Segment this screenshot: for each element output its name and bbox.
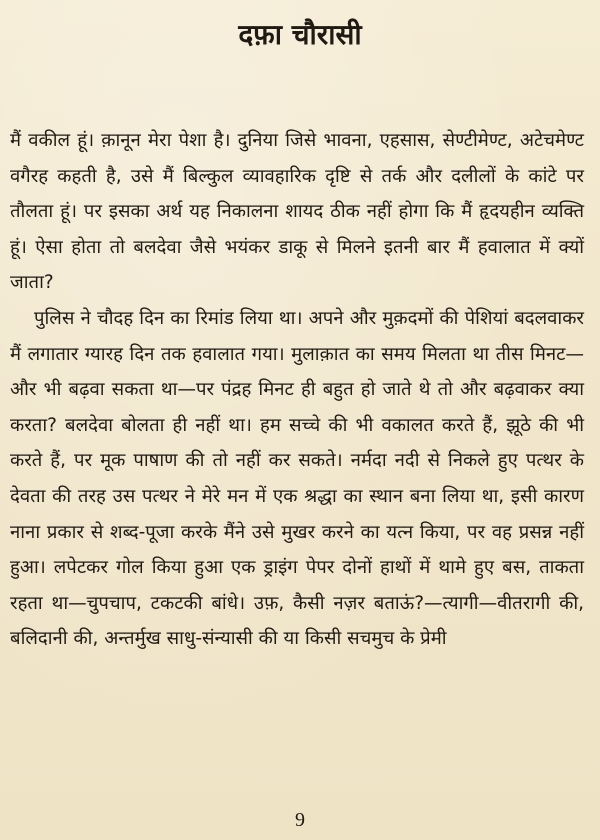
paragraph-2: पुलिस ने चौदह दिन का रिमांड लिया था। अपने और मुक़दमों की पेशियां बदलवाकर मैं लगातार ग्यारह दिन तक हवालात गया। मुलाक़ात का समय मिलता था तीस मिनट—और भी बढ़वा सकता था—पर पंद्रह मिनट ही बहुत हो जाते थे तो और बढ़वाकर क्या करता? बलदेवा बोलता ही नहीं था। हम सच्चे की भी वकालत करते हैं, झूठे की भी करते हैं, पर मूक पाषाण की तो नहीं कर सकते। नर्मदा नदी से निकले हुए पत्थर के देवता की तरह उस पत्थर ने मेरे मन में एक श्रद्धा का स्थान बना लिया था, इसी कारण नाना प्रकार से शब्द-पूजा करके मैंने उसे मुखर करने का यत्न किया, पर वह प्रसन्न नहीं हुआ। लपेटकर गोल किया हुआ एक ड्राइंग पेपर दोनों हाथों में थामे हुए बस, ताकता रहता था—चुपचाप, टकटकी बांधे। उफ़, कैसी नज़र बताऊं?—त्यागी—वीतरागी की, बलिदानी की, अन्तर्मुख साधु-संन्यासी की या किसी सचमुच के प्रेमी	[10, 307, 584, 650]
page-number: 9	[295, 809, 305, 831]
chapter-title: दफ़ा चौरासी	[238, 18, 362, 51]
body-text	[10, 123, 584, 657]
paragraph-1: मैं वकील हूं। क़ानून मेरा पेशा है। दुनिया जिसे भावना, एहसास, सेण्टीमेण्ट, अटेचमेण्ट वगैरह कहती है, उसे मैं बिल्कुल व्यावहारिक दृष्टि से तर्क और दलीलों के कांटे पर तौलता हूं। पर इसका अर्थ यह निकालना शायद ठीक नहीं होगा कि मैं हृदयहीन व्यक्ति हूं। ऐसा होता तो बलदेवा जैसे भयंकर डाकू से मिलने इतनी बार मैं हवालात में क्यों जाता?	[10, 130, 584, 294]
